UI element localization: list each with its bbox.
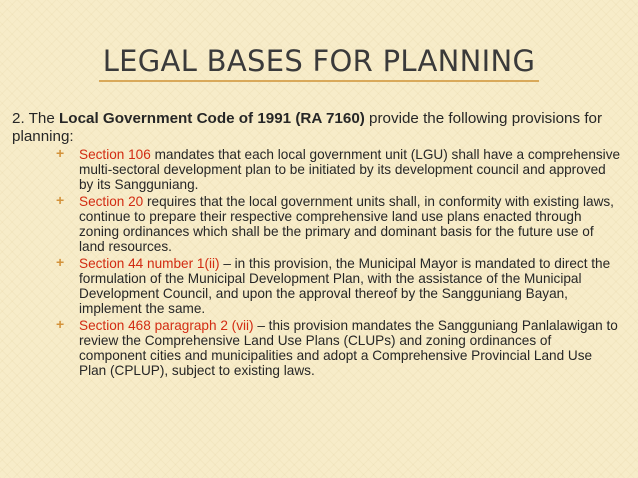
intro-law-name: Local Government Code of 1991 (RA 7160) xyxy=(59,110,365,127)
section-description: – this provision mandates the Sangguniang Panlalawigan to review the Comprehensive Land Use Plans (CLUPs) and zoning ordinances of component cities and municipalities and adopt a Comprehensive Provincial Land Use Plan (CPLUP), subject to existing laws. xyxy=(79,318,618,378)
section-description: requires that the local government units shall, in conformity with existing laws, continue to prepare their respective comprehensive land use plans enacted through zoning ordinances which shall be the primary and dominant basis for the future use of land resources. xyxy=(79,194,614,254)
intro-suffix: provide the following provisions for planning: xyxy=(12,110,603,145)
provisions-list xyxy=(56,147,621,380)
intro-paragraph xyxy=(12,110,624,146)
plus-icon: + xyxy=(56,254,65,270)
intro-prefix: 2. The xyxy=(12,110,60,127)
section-reference: Section 20 xyxy=(79,194,144,209)
section-reference: Section 468 paragraph 2 (vii) xyxy=(79,318,254,333)
section-reference: Section 44 number 1(ii) xyxy=(79,256,220,271)
list-item xyxy=(56,147,621,192)
plus-icon: + xyxy=(56,316,65,332)
plus-icon: + xyxy=(56,145,65,161)
slide-title xyxy=(0,42,638,82)
slide-title-text: LEGAL BASES FOR PLANNING xyxy=(99,42,540,82)
plus-icon: + xyxy=(56,192,65,208)
list-item xyxy=(56,318,621,378)
section-description: – in this provision, the Municipal Mayor is mandated to direct the formulation of the Municipal Development Plan, with the assistance of the Municipal Development Council, and upon the approval thereof by the Sangguniang Bayan, implement the same. xyxy=(79,256,611,316)
list-item xyxy=(56,194,621,254)
section-reference: Section 106 xyxy=(79,147,151,162)
section-description: mandates that each local government unit (LGU) shall have a comprehensive multi-sectoral development plan to be initiated by its development council and approved by its Sangguniang. xyxy=(79,147,621,192)
list-item xyxy=(56,256,621,316)
